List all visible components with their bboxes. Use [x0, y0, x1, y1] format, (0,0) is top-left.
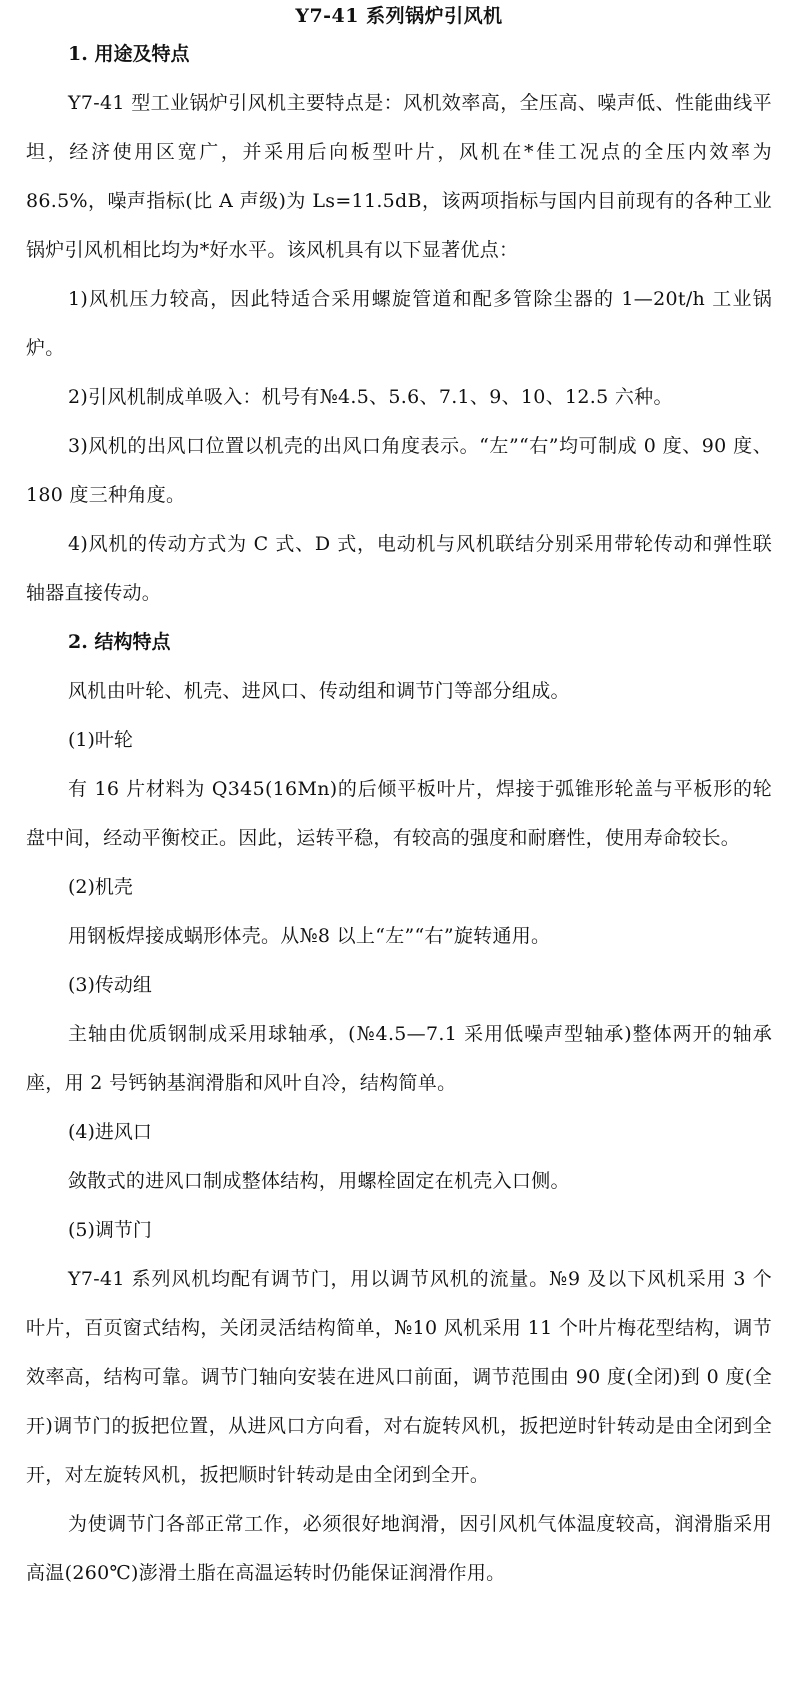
- subsection-label-transmission: (3)传动组: [68, 974, 152, 996]
- paragraph-advantage-3: 3)风机的出风口位置以机壳的出风口角度表示。“左”“右”均可制成 0 度、90 度、180 度三种角度。: [26, 435, 772, 506]
- paragraph-casing: 用钢板焊接成蜗形体壳。从№8 以上“左”“右”旋转通用。: [68, 925, 551, 947]
- paragraph-impeller: 有 16 片材料为 Q345(16Mn)的后倾平板叶片，焊接于弧锥形轮盖与平板形的轮盘中间，经动平衡校正。因此，运转平稳，有较高的强度和耐磨性，使用寿命较长。: [26, 778, 772, 849]
- subsection-label-inlet: (4)进风口: [68, 1121, 152, 1143]
- subsection-label-impeller: (1)叶轮: [68, 729, 133, 751]
- subsection-label-casing: (2)机壳: [68, 876, 133, 898]
- section-heading-usage: 1. 用途及特点: [68, 43, 190, 65]
- paragraph-inlet: 敛散式的进风口制成整体结构，用螺栓固定在机壳入口侧。: [68, 1170, 570, 1192]
- paragraph-advantage-1: 1)风机压力较高，因此特适合采用螺旋管道和配多管除尘器的 1—20t/h 工业锅炉。: [26, 288, 772, 359]
- paragraph-advantage-2: 2)引风机制成单吸入：机号有№4.5、5.6、7.1、9、10、12.5 六种。: [68, 386, 673, 408]
- document-title: Y7-41 系列锅炉引风机: [295, 5, 503, 27]
- paragraph-lubrication: 为使调节门各部正常工作，必须很好地润滑，因引风机气体温度较高，润滑脂采用高温(260℃)澎滑土脂在高温运转时仍能保证润滑作用。: [26, 1513, 772, 1584]
- paragraph-transmission: 主轴由优质钢制成采用球轴承，(№4.5—7.1 采用低噪声型轴承)整体两开的轴承座，用 2 号钙钠基润滑脂和风叶自冷，结构简单。: [26, 1023, 772, 1094]
- subsection-label-damper: (5)调节门: [68, 1219, 152, 1241]
- paragraph-overview: Y7-41 型工业锅炉引风机主要特点是：风机效率高，全压高、噪声低、性能曲线平坦，经济使用区宽广，并采用后向板型叶片，风机在*佳工况点的全压内效率为 86.5%，噪声指标(比 A 声级)为 Ls=11.5dB，该两项指标与国内目前现有的各种工业锅炉引风机相比均为*好水平。该风机具有以下显著优点：: [26, 92, 772, 261]
- section-heading-structure: 2. 结构特点: [68, 631, 171, 653]
- paragraph-structure-intro: 风机由叶轮、机壳、进风口、传动组和调节门等部分组成。: [68, 680, 570, 702]
- paragraph-damper: Y7-41 系列风机均配有调节门，用以调节风机的流量。№9 及以下风机采用 3 个叶片，百页窗式结构，关闭灵活结构简单，№10 风机采用 11 个叶片梅花型结构，调节效率高，结构可靠。调节门轴向安装在进风口前面，调节范围由 90 度(全闭)到 0 度(全开)调节门的扳把位置，从进风口方向看，对右旋转风机，扳把逆时针转动是由全闭到全开，对左旋转风机，扳把顺时针转动是由全闭到全开。: [26, 1268, 773, 1486]
- paragraph-advantage-4: 4)风机的传动方式为 C 式、D 式，电动机与风机联结分别采用带轮传动和弹性联轴器直接传动。: [26, 533, 772, 604]
